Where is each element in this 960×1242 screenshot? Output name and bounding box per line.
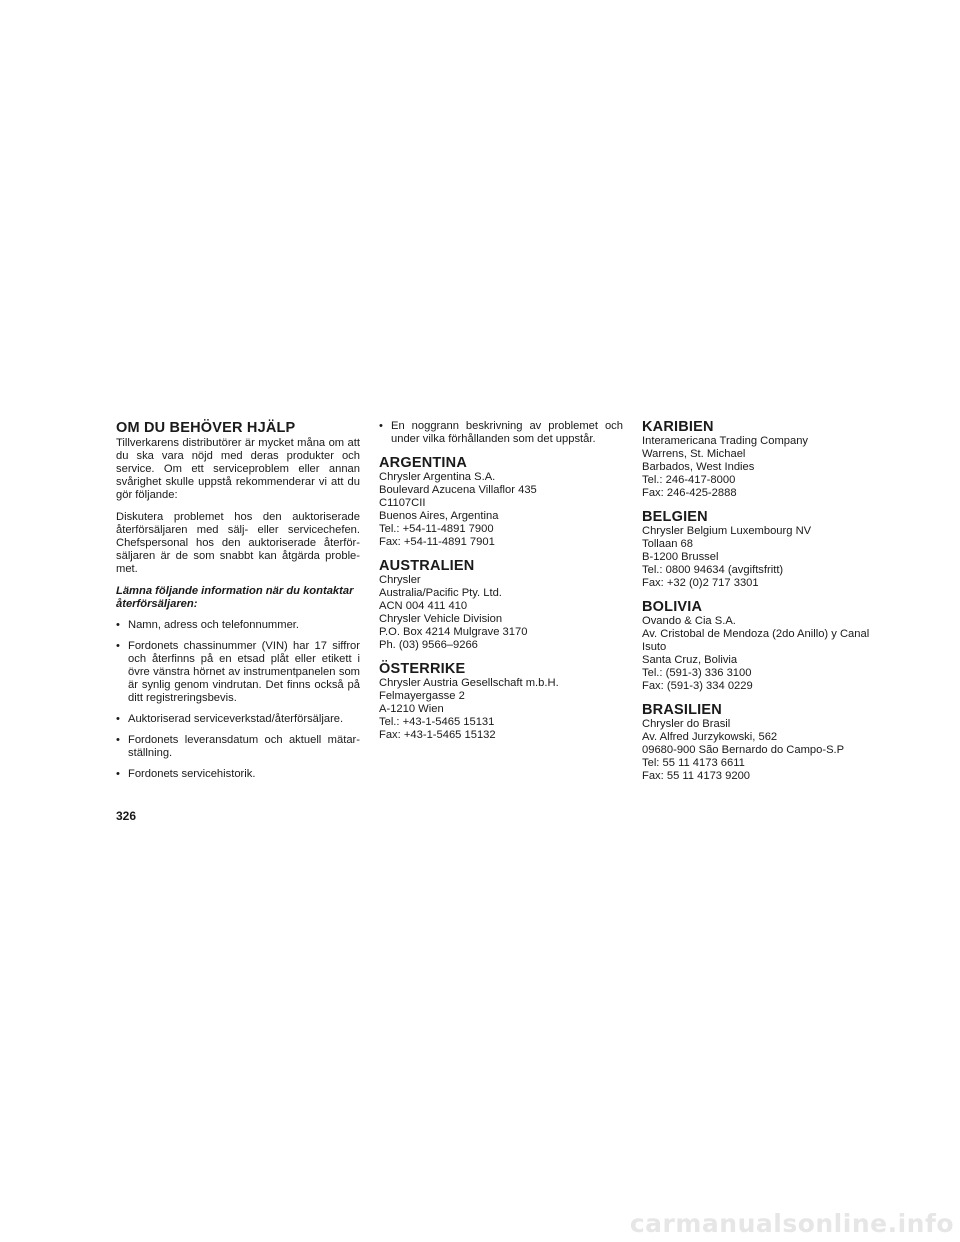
address-line: Interamericana Trading Company: [642, 435, 809, 447]
address-line: Av. Cristobal de Mendoza (2do Anillo) y Canal: [642, 628, 870, 640]
watermark: carmanualsonline.info: [629, 1209, 954, 1238]
page-number: 326: [116, 809, 137, 823]
address-line: ACN 004 411 410: [379, 600, 468, 612]
section-title: OM DU BEHÖVER HJÄLP: [116, 420, 296, 436]
address-line: Santa Cruz, Bolivia: [642, 654, 738, 666]
list-item: • Fordonets leveransdatum och aktuell mätar- ställning.: [116, 734, 360, 759]
info-bullet-list-continued: [379, 420, 623, 446]
address-line: Chrysler Belgium Luxembourg NV: [642, 525, 812, 537]
list-item: • Fordonets chassinummer (VIN) har 17 siffror och återfinns på en etsad plåt eller etikett i övre vänstra hörnet av instrumentpanelen som är synlig genom vindrutan. Det finns också på ditt registreringsbevis.: [116, 640, 360, 704]
address-line: Chrysler: [379, 574, 421, 586]
address-line: Tel.: +54-11-4891 7900: [379, 523, 494, 535]
address-karibien: [642, 435, 892, 500]
right-column: [642, 420, 892, 783]
address-line: Fax: 246-425-2888: [642, 487, 737, 499]
bullet-icon: •: [116, 734, 120, 746]
address-line: 09680-900 São Bernardo do Campo-S.P: [642, 744, 845, 756]
list-item: • En noggrann beskrivning av problemet och under vilka förhållanden som det uppstår.: [379, 420, 623, 445]
info-bullet-list: [116, 619, 360, 781]
address-brasilien: [642, 718, 892, 783]
address-line: Chrysler Austria Gesellschaft m.b.H.: [379, 677, 559, 689]
address-line: Ph. (03) 9566–9266: [379, 639, 478, 651]
bullet-icon: •: [379, 420, 383, 432]
address-osterrike: [379, 677, 623, 742]
address-bolivia: [642, 615, 892, 693]
address-line: Tel.: 246-417-8000: [642, 474, 736, 486]
address-line: Fax: (591-3) 334 0229: [642, 680, 753, 692]
address-line: Australia/Pacific Pty. Ltd.: [379, 587, 502, 599]
address-line: Buenos Aires, Argentina: [379, 510, 499, 522]
address-line: P.O. Box 4214 Mulgrave 3170: [379, 626, 528, 638]
list-item: • Fordonets servicehistorik.: [116, 768, 256, 780]
address-argentina: [379, 471, 623, 549]
address-line: Chrysler Vehicle Division: [379, 613, 503, 625]
info-subheading: Lämna följande information när du kontaktar återförsäljaren:: [116, 585, 354, 610]
address-line: Barbados, West Indies: [642, 461, 755, 473]
list-item: • Auktoriserad serviceverkstad/återförsäljare.: [116, 713, 344, 725]
bullet-icon: •: [116, 713, 120, 725]
middle-column: [379, 420, 623, 742]
country-heading-bolivia: BOLIVIA: [642, 599, 703, 615]
address-line: Boulevard Azucena Villaflor 435: [379, 484, 537, 496]
address-line: Warrens, St. Michael: [642, 448, 746, 460]
address-line: C1107CII: [379, 497, 426, 509]
country-heading-belgien: BELGIEN: [642, 509, 708, 525]
list-item: • Namn, adress och telefonnummer.: [116, 619, 300, 631]
address-line: Fax: 55 11 4173 9200: [642, 770, 751, 782]
address-line: Felmayergasse 2: [379, 690, 465, 702]
bullet-icon: •: [116, 768, 120, 780]
address-line: Isuto: [642, 641, 667, 653]
address-line: Chrysler Argentina S.A.: [379, 471, 496, 483]
address-line: Fax: +54-11-4891 7901: [379, 536, 495, 548]
address-line: Tel: 55 11 4173 6611: [642, 757, 745, 769]
country-heading-osterrike: ÖSTERRIKE: [379, 661, 466, 677]
address-line: B-1200 Brussel: [642, 551, 719, 563]
country-heading-karibien: KARIBIEN: [642, 419, 714, 435]
address-line: Tel.: 0800 94634 (avgiftsfritt): [642, 564, 784, 576]
bullet-icon: •: [116, 640, 120, 652]
address-line: Fax: +43-1-5465 15132: [379, 729, 496, 741]
address-line: Tollaan 68: [642, 538, 694, 550]
address-line: Av. Alfred Jurzykowski, 562: [642, 731, 778, 743]
address-line: Tel.: +43-1-5465 15131: [379, 716, 495, 728]
intro-paragraph: Tillverkarens distributörer är mycket måna om att du ska vara nöjd med deras produkter och service. Om ett serviceproblem eller annan svårighet skulle uppstå rekommenderar vi att du gör följande:: [116, 437, 360, 501]
address-belgien: [642, 525, 892, 590]
left-column: [116, 420, 360, 789]
dealer-paragraph: Diskutera problemet hos den auktoriserade återförsäljaren med sälj- eller servicechefen. Chefspersonal hos den auktoriserade återför- säljaren är de som snabbt kan åtgärda proble- met.: [116, 511, 360, 575]
country-heading-brasilien: BRASILIEN: [642, 702, 722, 718]
address-line: Chrysler do Brasil: [642, 718, 731, 730]
address-line: A-1210 Wien: [379, 703, 444, 715]
address-australien: [379, 574, 623, 652]
country-heading-argentina: ARGENTINA: [379, 455, 467, 471]
bullet-icon: •: [116, 619, 120, 631]
address-line: Tel.: (591-3) 336 3100: [642, 667, 752, 679]
country-heading-australien: AUSTRALIEN: [379, 558, 475, 574]
address-line: Ovando & Cia S.A.: [642, 615, 736, 627]
address-line: Fax: +32 (0)2 717 3301: [642, 577, 759, 589]
